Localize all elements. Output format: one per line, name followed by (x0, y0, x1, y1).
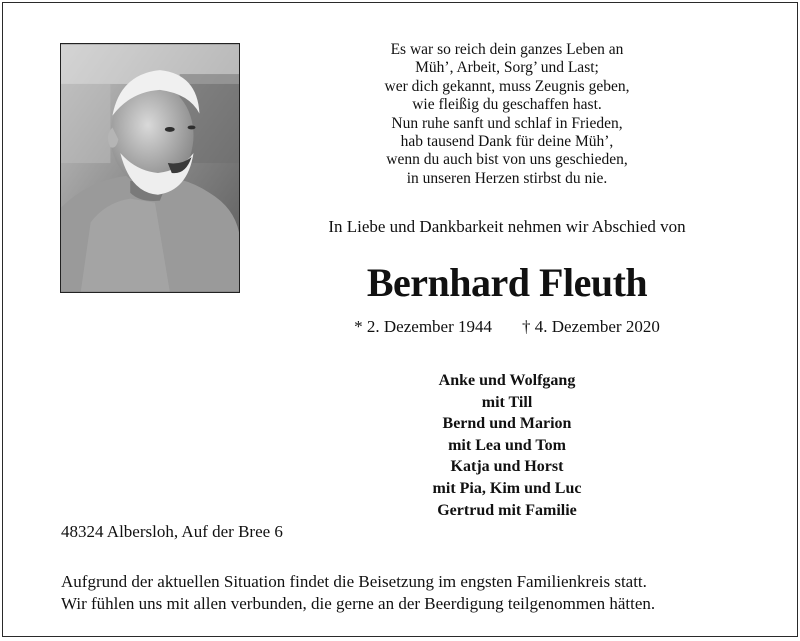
mourners-list (357, 370, 657, 521)
mourner-line: Gertrud mit Familie (437, 501, 577, 519)
mourner-line: Bernd und Marion (442, 415, 572, 433)
farewell-intro: In Liebe und Dankbarkeit nehmen wir Abschied von (328, 217, 686, 236)
obituary-notice (2, 2, 798, 637)
mourner-line: mit Pia, Kim und Luc (432, 479, 582, 497)
life-dates (303, 317, 711, 337)
poem-line: Müh’, Arbeit, Sorg’ und Last; (415, 59, 599, 77)
note-line: Wir fühlen uns mit allen verbunden, die gerne an der Beerdigung teilgenommen hätten. (61, 594, 656, 613)
note-line: Aufgrund der aktuellen Situation findet die Beisetzung im engsten Familienkreis statt. (61, 572, 647, 591)
poem-line: in unseren Herzen stirbst du nie. (406, 169, 608, 187)
death-date: † 4. Dezember 2020 (522, 317, 660, 336)
birth-date: * 2. Dezember 1944 (354, 317, 492, 336)
poem-line: Es war so reich dein ganzes Leben an (390, 41, 624, 58)
mourner-line: Katja und Horst (450, 458, 564, 476)
poem-line: wenn du auch bist von uns geschieden, (386, 151, 628, 169)
family-address: 48324 Albersloh, Auf der Bree 6 (61, 522, 283, 541)
poem-line: wie fleißig du geschaffen hast. (412, 96, 602, 114)
poem-line: wer dich gekannt, muss Zeugnis geben, (384, 77, 630, 95)
poem-line: Nun ruhe sanft und schlaf in Frieden, (391, 114, 623, 132)
poem (299, 41, 715, 188)
deceased-name: Bernhard Fleuth (366, 260, 648, 305)
poem-line: hab tausend Dank für deine Müh’, (400, 133, 614, 151)
funeral-note (61, 571, 781, 615)
portrait-photo (60, 43, 240, 293)
mourner-line: Anke und Wolfgang (438, 372, 576, 389)
mourner-line: mit Lea und Tom (448, 436, 566, 454)
mourner-line: mit Till (481, 393, 533, 411)
